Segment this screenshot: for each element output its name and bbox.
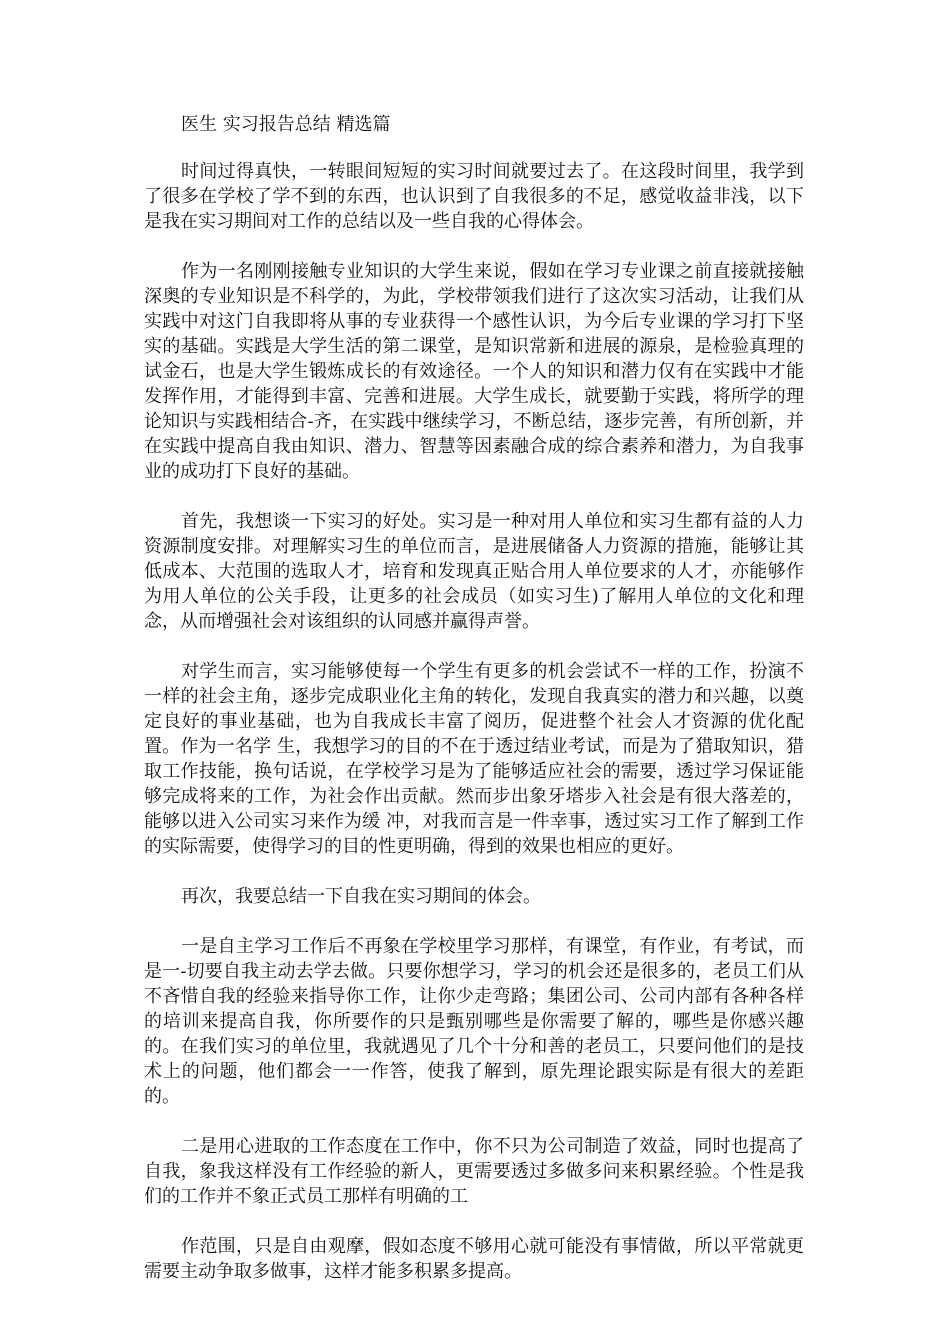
paragraph-self-study: 一是自主学习工作后不再象在学校里学习那样，有课堂，有作业，有考试，而是一-切要自我主动去学去做。只要你想学习，学习的机会还是很多的，老员工们从不吝惜自我的经验来指导你工作，让你少走弯路；集团公司、公司内部有各种各样的培训来提高自我，你所要作的只是甄别哪些是你需要了解的，哪些是你感兴趣的。在我们实习的单位里，我就遇见了几个十分和善的老员工，只要问他们的是技术上的问题，他们都会一一作答，使我了解到，原先理论跟实际是有很大的差距的。 — [144, 936, 804, 1107]
document-body — [144, 112, 804, 1309]
paragraph-purpose: 作为一名刚刚接触专业知识的大学生来说，假如在学习专业课之前直接就接触深奥的专业知识是不科学的，为此，学校带领我们进行了这次实习活动，让我们从实践中对这门自我即将从事的专业获得一个感性认识，为今后专业课的学习打下坚实的基础。实践是大学生活的第二课堂，是知识常新和进展的源泉，是检验真理的试金石，也是大学生锻炼成长的有效途径。一个人的知识和潜力仅有在实践中才能发挥作用，才能得到丰富、完善和进展。大学生成长，就要勤于实践，将所学的理论知识与实践相结合-齐，在实践中继续学习，不断总结，逐步完善，有所创新，并在实践中提高自我由知识、潜力、智慧等因素融合成的综合素养和潜力，为自我事业的成功打下良好的基础。 — [144, 261, 804, 482]
paragraph-work-scope: 作范围，只是自由观摩，假如态度不够用心就可能没有事情做，所以平常就更需要主动争取多做事，这样才能多积累多提高。 — [144, 1236, 804, 1282]
paragraph-benefits: 首先，我想谈一下实习的好处。实习是一种对用人单位和实习生都有益的人力资源制度安排。对理解实习生的单位而言，是进展储备人力资源的措施，能够让其低成本、大范围的选取人才，培育和发现真正贴合用人单位要求的人才，亦能够作为用人单位的公关手段，让更多的社会成员（如实习生)了解用人单位的文化和理念，从而增强社会对该组织的认同感并赢得声誉。 — [144, 511, 804, 632]
document-title: 医生 实习报告总结 精选篇 — [181, 114, 391, 135]
paragraph-student-view: 对学生而言，实习能够使每一个学生有更多的机会尝试不一样的工作，扮演不一样的社会主角，逐步完成职业化主角的转化，发现自我真实的潜力和兴趣，以奠定良好的事业基础，也为自我成长丰富了阅历，促进整个社会人才资源的优化配置。作为一名学 生，我想学习的目的不在于透过结业考试，而是为了猎取知识，猎取工作技能，换句话说，在学校学习是为了能够适应社会的需要，透过学习保证能够完成将来的工作，为社会作出贡献。然而步出象牙塔步入社会是有很大落差的，能够以进入公司实习来作为缓 冲，对我而言是一件幸事，透过实习工作了解到工作的实际需要，使得学习的目的性更明确，得到的效果也相应的更好。 — [144, 661, 804, 857]
paragraph-attitude: 二是用心进取的工作态度在工作中，你不只为公司制造了效益，同时也提高了自我，象我这样没有工作经验的新人，更需要透过多做多问来积累经验。个性是我们的工作并不象正式员工那样有明确的工 — [144, 1136, 804, 1207]
paragraph-intro: 时间过得真快，一转眼间短短的实习时间就要过去了。在这段时间里，我学到了很多在学校了学不到的东西，也认识到了自我很多的不足，感觉收益非浅，以下是我在实习期间对工作的总结以及一些自我的心得体会。 — [144, 161, 804, 232]
paragraph-summary-intro: 再次，我要总结一下自我在实习期间的体会。 — [181, 886, 541, 907]
